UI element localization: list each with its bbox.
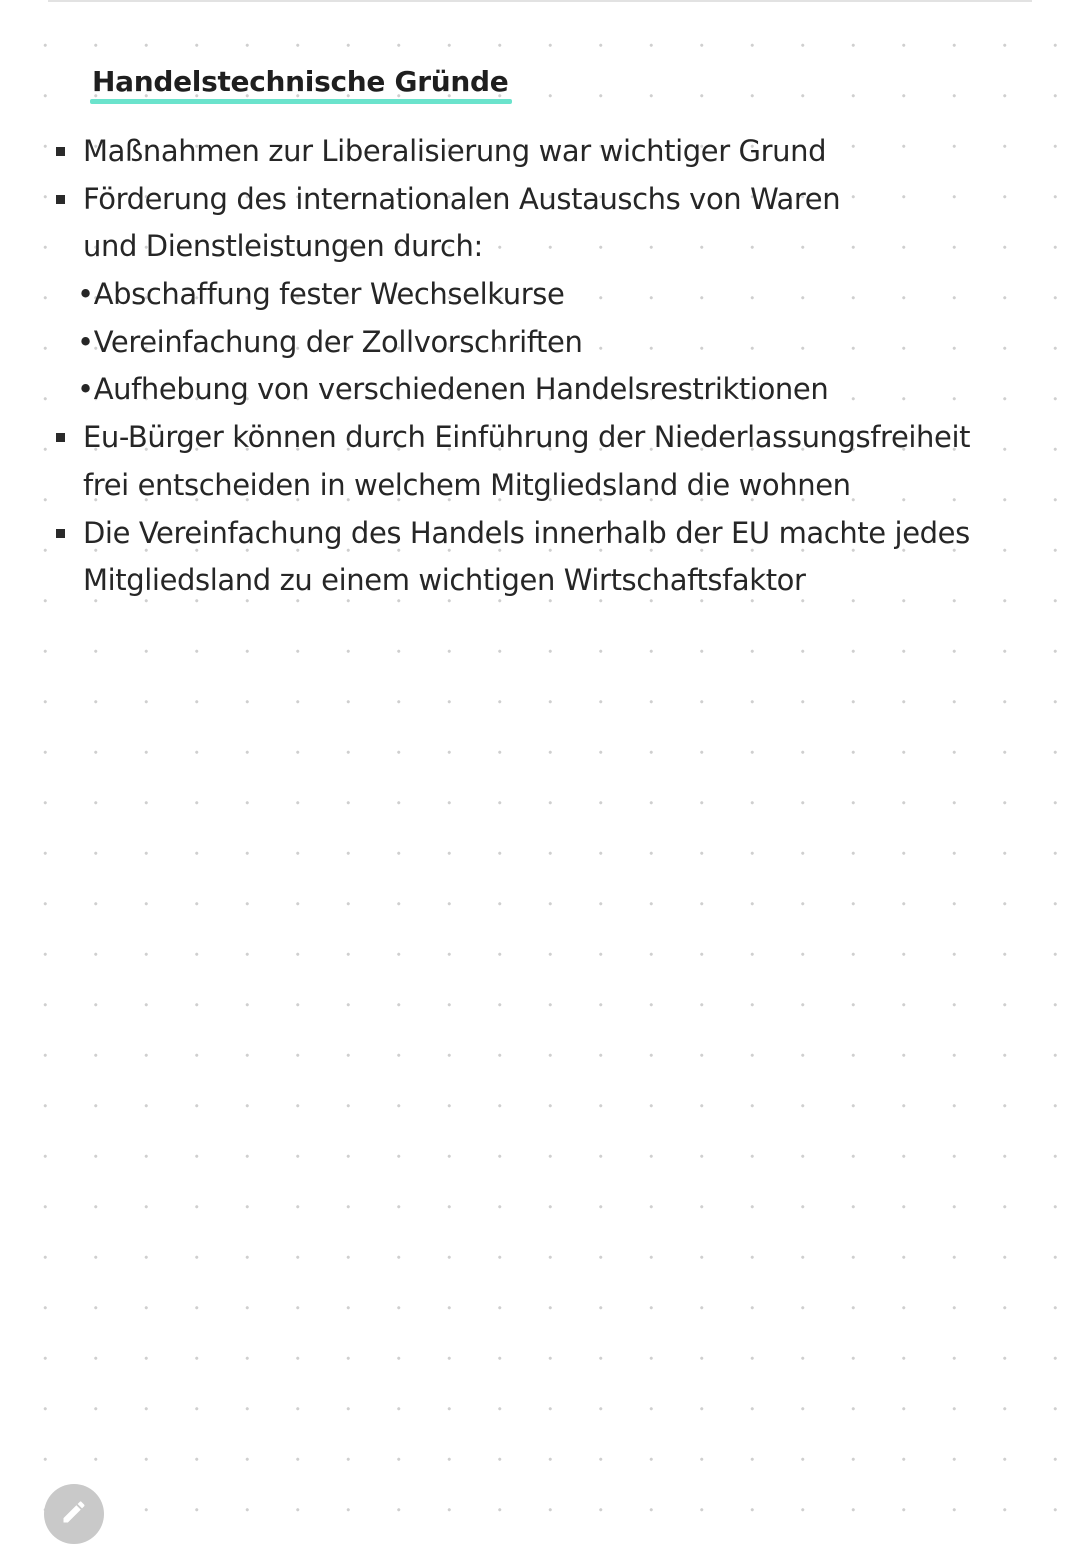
note-line-text: Förderung des internationalen Austauschs von Waren	[83, 181, 841, 216]
pencil-icon	[60, 1498, 88, 1526]
note-body	[52, 128, 1012, 605]
note-line	[52, 271, 1012, 319]
note-line	[52, 366, 1012, 414]
note-line	[52, 128, 1012, 176]
note-line-text: •Vereinfachung der Zollvorschriften	[77, 324, 583, 359]
note-line	[52, 510, 1012, 558]
note-line-text: Eu-Bürger können durch Einführung der Niederlassungsfreiheit	[83, 420, 971, 455]
note-line-text: Maßnahmen zur Liberalisierung war wichtiger Grund	[83, 134, 827, 168]
note-heading	[92, 62, 508, 102]
note-line-text: und Dienstleistungen durch:	[83, 229, 483, 264]
note-line-text: •Aufhebung von verschiedenen Handelsrestriktionen	[77, 372, 829, 407]
note-line	[52, 176, 1012, 224]
note-line	[52, 319, 1012, 367]
note-line-text: frei entscheiden in welchem Mitgliedsland die wohnen	[83, 467, 851, 502]
note-line	[52, 414, 1012, 462]
square-bullet-icon	[56, 529, 65, 538]
square-bullet-icon	[56, 147, 65, 156]
note-title: Handelstechnische Gründe	[92, 62, 508, 102]
square-bullet-icon	[56, 433, 65, 442]
note-line	[52, 462, 1012, 510]
note-line-text: Mitgliedsland zu einem wichtigen Wirtschaftsfaktor	[83, 563, 806, 598]
edit-button[interactable]	[44, 1484, 104, 1544]
note-line-text: •Abschaffung fester Wechselkurse	[77, 277, 565, 312]
note-line	[52, 557, 1012, 605]
square-bullet-icon	[56, 195, 65, 204]
note-line-text: Die Vereinfachung des Handels innerhalb der EU machte jedes	[83, 515, 970, 550]
note-line	[52, 223, 1012, 271]
